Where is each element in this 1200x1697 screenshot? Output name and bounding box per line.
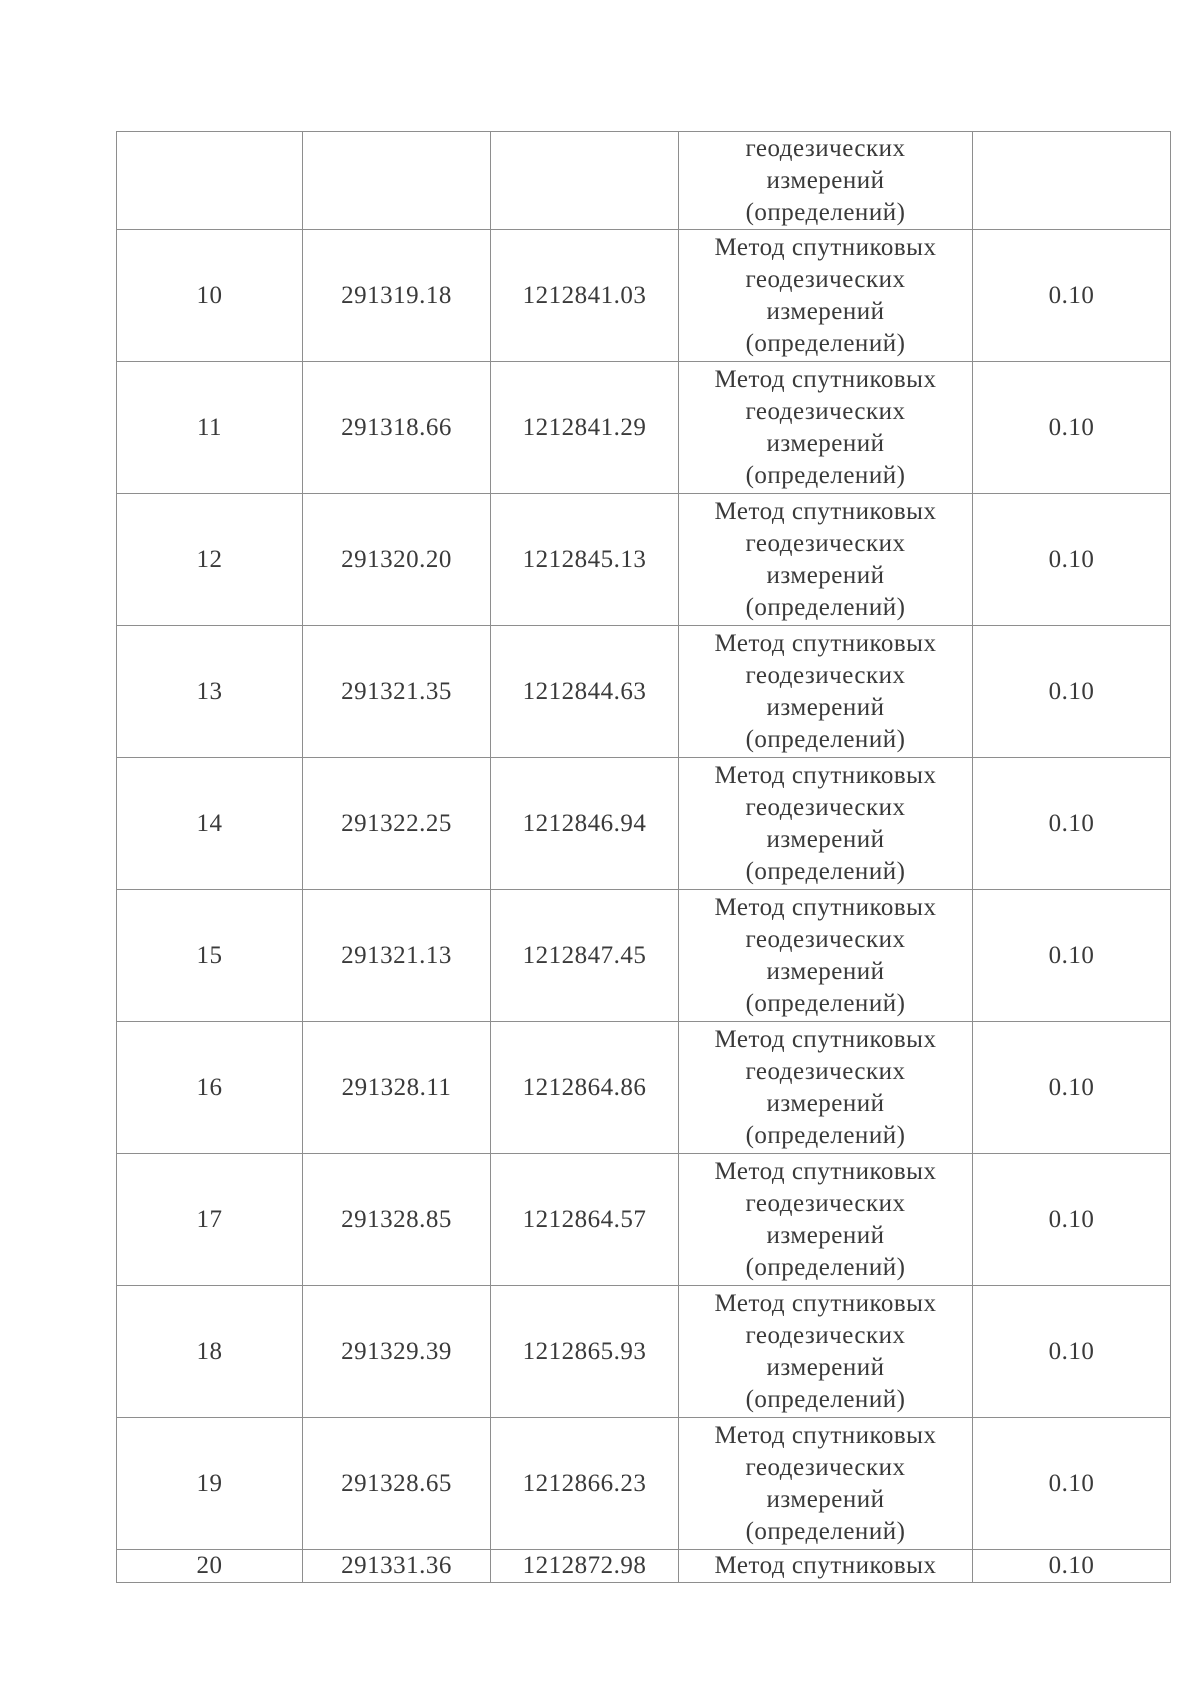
table-row	[117, 1286, 1171, 1418]
method-line: Метод спутниковых	[714, 1025, 937, 1053]
table-row	[117, 494, 1171, 626]
method-line: геодезических	[745, 1057, 906, 1085]
y-coordinate-cell: 1212841.03	[491, 230, 679, 362]
x-coordinate-cell: 291328.11	[303, 1022, 491, 1154]
method-cell	[679, 132, 973, 230]
method-line: измерений	[766, 957, 885, 985]
point-number-cell: 12	[117, 494, 303, 626]
point-number-cell	[117, 132, 303, 230]
method-line: Метод спутниковых	[714, 1289, 937, 1317]
table-row	[117, 758, 1171, 890]
method-line: (определений)	[745, 593, 906, 621]
method-line: (определений)	[745, 198, 906, 226]
x-coordinate-cell: 291328.85	[303, 1154, 491, 1286]
y-coordinate-cell: 1212846.94	[491, 758, 679, 890]
method-line: (определений)	[745, 461, 906, 489]
method-line: геодезических	[745, 397, 906, 425]
accuracy-cell: 0.10	[973, 230, 1171, 362]
accuracy-cell: 0.10	[973, 494, 1171, 626]
method-line: измерений	[766, 1353, 885, 1381]
table-row	[117, 1418, 1171, 1550]
table-row	[117, 1022, 1171, 1154]
y-coordinate-cell: 1212844.63	[491, 626, 679, 758]
table-row	[117, 362, 1171, 494]
method-line: (определений)	[745, 329, 906, 357]
method-cell	[679, 230, 973, 362]
method-line: Метод спутниковых	[714, 1421, 937, 1449]
method-cell	[679, 1154, 973, 1286]
method-cell	[679, 1286, 973, 1418]
x-coordinate-cell: 291318.66	[303, 362, 491, 494]
method-line: геодезических	[745, 1321, 906, 1349]
point-number-cell: 13	[117, 626, 303, 758]
method-cell	[679, 494, 973, 626]
method-line: измерений	[766, 693, 885, 721]
y-coordinate-cell: 1212864.57	[491, 1154, 679, 1286]
accuracy-cell: 0.10	[973, 1550, 1171, 1583]
method-line: (определений)	[745, 857, 906, 885]
point-number-cell: 15	[117, 890, 303, 1022]
x-coordinate-cell: 291320.20	[303, 494, 491, 626]
y-coordinate-cell: 1212872.98	[491, 1550, 679, 1583]
method-line: геодезических	[745, 529, 906, 557]
method-line: геодезических	[745, 1453, 906, 1481]
method-line: (определений)	[745, 725, 906, 753]
method-line: Метод спутниковых	[714, 893, 937, 921]
accuracy-cell: 0.10	[973, 1418, 1171, 1550]
table-row	[117, 890, 1171, 1022]
method-line: геодезических	[745, 925, 906, 953]
y-coordinate-cell: 1212866.23	[491, 1418, 679, 1550]
accuracy-cell: 0.10	[973, 758, 1171, 890]
x-coordinate-cell: 291319.18	[303, 230, 491, 362]
method-line: геодезических	[745, 1189, 906, 1217]
y-coordinate-cell: 1212845.13	[491, 494, 679, 626]
method-line: измерений	[766, 561, 885, 589]
method-line: Метод спутниковых	[714, 1157, 937, 1185]
accuracy-cell: 0.10	[973, 626, 1171, 758]
accuracy-cell: 0.10	[973, 1286, 1171, 1418]
method-line: (определений)	[745, 1253, 906, 1281]
method-line: геодезических	[745, 265, 906, 293]
x-coordinate-cell: 291321.35	[303, 626, 491, 758]
method-cell	[679, 758, 973, 890]
point-number-cell: 18	[117, 1286, 303, 1418]
method-cell	[679, 1418, 973, 1550]
x-coordinate-cell	[303, 132, 491, 230]
method-cell: Метод спутниковых	[679, 1550, 973, 1583]
coordinates-table	[116, 131, 1171, 1583]
method-line: (определений)	[745, 989, 906, 1017]
method-line: измерений	[766, 1221, 885, 1249]
method-line: измерений	[766, 1089, 885, 1117]
x-coordinate-cell: 291321.13	[303, 890, 491, 1022]
method-line: измерений	[766, 825, 885, 853]
method-line: Метод спутниковых	[714, 761, 937, 789]
y-coordinate-cell: 1212841.29	[491, 362, 679, 494]
table-row-last	[117, 1550, 1171, 1583]
x-coordinate-cell: 291331.36	[303, 1550, 491, 1583]
accuracy-cell: 0.10	[973, 1154, 1171, 1286]
method-line: измерений	[766, 297, 885, 325]
method-line: геодезических	[745, 134, 906, 162]
point-number-cell: 16	[117, 1022, 303, 1154]
method-cell	[679, 890, 973, 1022]
y-coordinate-cell	[491, 132, 679, 230]
method-line: (определений)	[745, 1121, 906, 1149]
point-number-cell: 19	[117, 1418, 303, 1550]
table-row	[117, 626, 1171, 758]
method-line: геодезических	[745, 793, 906, 821]
x-coordinate-cell: 291328.65	[303, 1418, 491, 1550]
table-row	[117, 1154, 1171, 1286]
method-line: геодезических	[745, 661, 906, 689]
method-line: измерений	[766, 429, 885, 457]
point-number-cell: 14	[117, 758, 303, 890]
point-number-cell: 11	[117, 362, 303, 494]
method-line: Метод спутниковых	[714, 365, 937, 393]
accuracy-cell	[973, 132, 1171, 230]
y-coordinate-cell: 1212865.93	[491, 1286, 679, 1418]
y-coordinate-cell: 1212864.86	[491, 1022, 679, 1154]
method-cell	[679, 362, 973, 494]
method-cell	[679, 1022, 973, 1154]
table-row	[117, 230, 1171, 362]
method-line: (определений)	[745, 1385, 906, 1413]
point-number-cell: 17	[117, 1154, 303, 1286]
accuracy-cell: 0.10	[973, 890, 1171, 1022]
method-line: измерений	[766, 166, 885, 194]
accuracy-cell: 0.10	[973, 362, 1171, 494]
method-line: (определений)	[745, 1517, 906, 1545]
x-coordinate-cell: 291329.39	[303, 1286, 491, 1418]
method-line: измерений	[766, 1485, 885, 1513]
method-line: Метод спутниковых	[714, 233, 937, 261]
point-number-cell: 10	[117, 230, 303, 362]
method-cell	[679, 626, 973, 758]
y-coordinate-cell: 1212847.45	[491, 890, 679, 1022]
x-coordinate-cell: 291322.25	[303, 758, 491, 890]
table-row-continuation	[117, 132, 1171, 230]
accuracy-cell: 0.10	[973, 1022, 1171, 1154]
method-line: Метод спутниковых	[714, 497, 937, 525]
point-number-cell: 20	[117, 1550, 303, 1583]
method-line: Метод спутниковых	[714, 629, 937, 657]
